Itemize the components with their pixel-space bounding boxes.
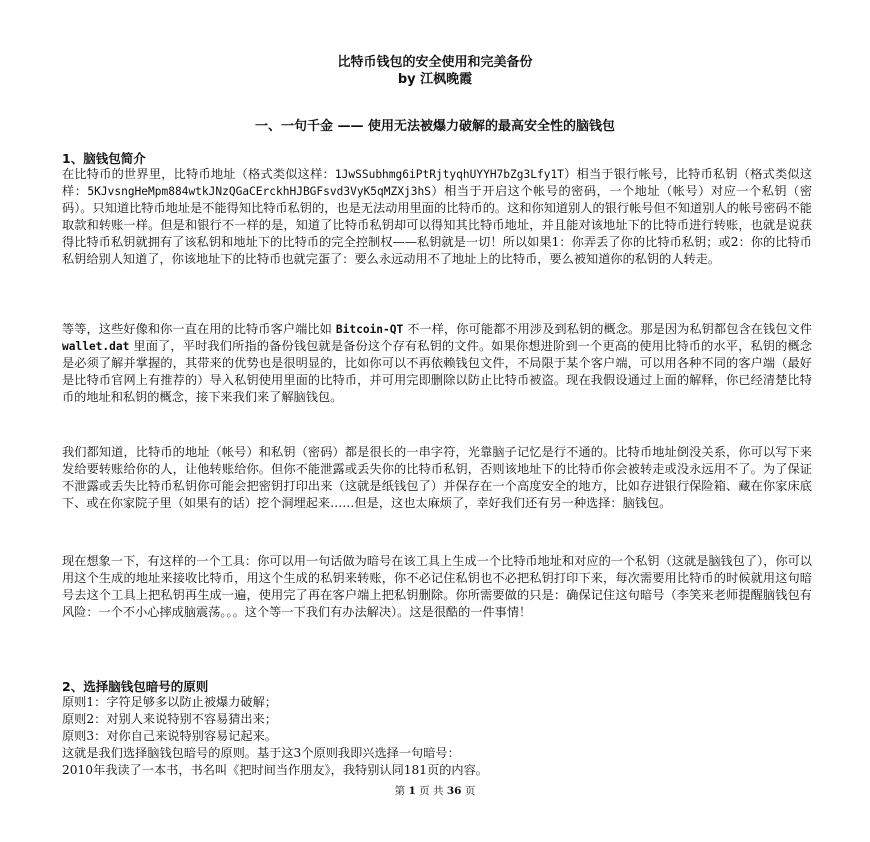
paragraph-text: 不一样，你可能都不用涉及到私钥的概念。那是因为私钥都包含在钱包文件 (403, 322, 813, 336)
example-private-key: 5KJvsngHeMpm884wtkJNzQGaCErckhHJBGFsvd3VyK5qMZXj3hS (87, 185, 431, 198)
paragraph-brain-wallet: 现在想象一下，有这样的一个工具：你可以用一句话做为暗号在该工具上生成一个比特币地址和对应的一个私钥（这就是脑钱包了），你可以用这个生成的地址来接收比特币，用这个生成的私钥来转账，你不必记住私钥也不必把私钥打印下来，每次需要用比特币的时候就用这句暗号去这个工具上把私钥再生成一遍，使用完了再在客户端上把私钥删除。你所需要做的只是：确保记住这句暗号（李笑来老师提醒脑钱包有风险：一个不小心摔成脑震荡。。。这个等一下我们有办法解决）。这是很酷的一件事情！ (62, 554, 812, 619)
paragraph-text: 等等，这些好像和你一直在用的比特币客户端比如 (62, 322, 336, 336)
page-footer (0, 784, 870, 798)
document-byline: by 江枫晚霞 (397, 72, 473, 87)
paragraph-text: ）相当于开启这个帐号的密码，一个地址（帐号）对应一个私钥（密码）。只知道比特币地址是不能得知比特币私钥的，也是无法动用里面的比特币的。这和你知道别人的银行帐号但不知道别人的帐号密码不能取款和转账一样。但是和银行不一样的是，知道了比特币私钥却可以得知其比特币地址，并且能对该地址下的比特币进行转账，也就是说获得比特币私钥就拥有了该私钥和地址下的比特币的完全控制权——私钥就是一切！所以如果1：你弄丢了你的比特币私钥；或2：你的比特币私钥给别人知道了，你该地址下的比特币也就完蛋了：要么永远动用不了地址上的比特币，要么被知道你的私钥的人转走。 (62, 184, 813, 266)
section-heading: 一、一句千金 —— 使用无法被爆力破解的最高安全性的脑钱包 (254, 119, 616, 134)
paragraph-text: 在比特币的世界里，比特币地址（格式类似这样： (62, 167, 335, 181)
principle-item: 原则3：对你自己来说特别容易记起来。 (62, 729, 277, 743)
paragraph-wallet-file (62, 321, 812, 406)
example-passphrase-line: 2010年我读了一本书，书名叫《把时间当作朋友》，我特别认同181页的内容。 (62, 763, 488, 777)
subsection-heading-brain-wallet-intro: 1、脑钱包简介 (62, 151, 146, 166)
client-name: Bitcoin-QT (335, 323, 404, 336)
document-title: 比特币钱包的安全使用和完美备份 (337, 55, 533, 70)
principle-item: 原则1：字符足够多以防止被爆力破解； (62, 695, 277, 709)
total-pages: 36 (446, 785, 462, 797)
paragraph-text: 里面了，平时我们所指的备份钱包就是备份这个存有私钥的文件。如果你想进阶到一个更高的使用比特币的水平，私钥的概念是必须了解并掌握的，其带来的优势也是很明显的，比如你可以不再依赖钱包文件，不局限于某个客户端，可以用各种不同的客户端（最好是比特币官网上有推荐的）导入私钥使用里面的比特币，并可用完即删除以防止比特币被盗。现在我假设通过上面的解释，你已经清楚比特币的地址和私钥的概念，接下来我们来了解脑钱包。 (62, 339, 812, 404)
footer-suffix: 页 (464, 785, 476, 797)
current-page-number: 1 (408, 785, 416, 797)
paragraph-paper-wallet: 我们都知道，比特币的地址（帐号）和私钥（密码）都是很长的一串字符，光靠脑子记忆是行不通的。比特币地址倒没关系，你可以写下来发给要转账给你的人，让他转账给你。但你不能泄露或丢失你的比特币私钥，否则该地址下的比特币你会被转走或没永远用不了。为了保证不泄露或丢失比特币私钥你可能会把密钥打印出来（这就是纸钱包了）并保存在一个高度安全的地方，比如存进银行保险箱、藏在你家床底下、或在你家院子里（如果有的话）挖个洞埋起来……但是，这也太麻烦了，幸好我们还有另一种选择：脑钱包。 (62, 445, 812, 510)
footer-middle: 页 共 (419, 785, 444, 797)
subsection-heading-passphrase-principles: 2、选择脑钱包暗号的原则 (62, 679, 209, 694)
example-address: 1JwSSubhmg6iPtRjtyqhUYYH7bZg3Lfy1T (334, 168, 564, 181)
wallet-file-name: wallet.dat (62, 340, 130, 353)
summary-line: 这就是我们选择脑钱包暗号的原则。基于这3个原则我即兴选择一句暗号： (62, 746, 460, 760)
footer-prefix: 第 (394, 785, 406, 797)
principle-item: 原则2：对别人来说特别不容易猜出来； (62, 712, 277, 726)
paragraph-intro (62, 166, 812, 268)
paragraph-text: ）相当于银行帐号，比特币私钥（格式类似这样： (62, 167, 813, 198)
